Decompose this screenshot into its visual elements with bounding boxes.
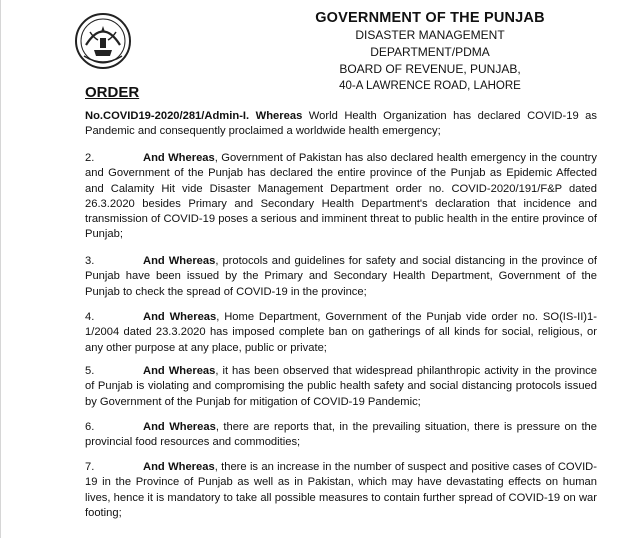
paragraph-lead: And Whereas [143, 311, 217, 323]
paragraph-3 [85, 254, 597, 300]
order-reference: No.COVID19-2020/281/Admin-I. [85, 110, 250, 122]
paragraph-4 [85, 310, 597, 356]
paragraph-6 [85, 420, 597, 451]
paragraph-text: , Government of Pakistan has also declared health emergency in the country and Government of the Punjab has declared the entire province of the Punjab as Epidemic Affected and Calamity Hit vide Disaster Management Department order no. COVID-2020/191/F&P dated 26.3.2020 besides Primary and Secondary Health Department's declaration that incidence and transmission of COVID-19 poses a serious and imminent threat to public health in the entire province of Punjab; [85, 152, 598, 241]
paragraph-lead: And Whereas [143, 461, 215, 473]
paragraph-text: , it has been observed that widespread philanthropic activity in the province of Punjab is violating and compromising the public health safety and social distancing protocols issued by Government of the Punjab for mitigation of COVID-19 Pandemic; [85, 365, 597, 408]
header-government: GOVERNMENT OF THE PUNJAB [315, 10, 545, 26]
header-address: 40-A LAWRENCE ROAD, LAHORE [339, 80, 521, 92]
intro-text: World Health Organization has declared COVID-19 as Pandemic and consequently proclaimed a worldwide health emergency; [85, 110, 597, 138]
paragraph-lead: And Whereas [143, 152, 215, 164]
paragraph-lead: And Whereas [143, 421, 216, 433]
paragraph-number: 6. [85, 421, 95, 433]
letterhead [310, 10, 550, 95]
header-board: BOARD OF REVENUE, PUNJAB, [339, 62, 521, 76]
punjab-emblem-icon [74, 12, 132, 70]
paragraph-lead: And Whereas [143, 255, 216, 267]
paragraph-number: 4. [85, 311, 95, 323]
paragraph-lead: And Whereas [143, 365, 216, 377]
page-edge [0, 0, 1, 538]
paragraph-7 [85, 460, 597, 521]
paragraph-text: , there is an increase in the number of suspect and positive cases of COVID-19 in the Province of Punjab as well as in Pakistan, which may have devastating effects on human lives, hence it is mandatory to take all possible measures to contain further spread of COVID-19 on war footing; [85, 461, 597, 519]
header-department: DISASTER MANAGEMENT DEPARTMENT/PDMA [355, 28, 505, 59]
paragraph-number: 5. [85, 365, 95, 377]
paragraph-text: , protocols and guidelines for safety and social distancing in the province of Punjab have been issued by the Primary and Secondary Health Department, Government of the Punjab to check the spread of COVID-19 in the province; [85, 255, 597, 298]
paragraph-number: 2. [85, 152, 95, 164]
intro-lead: Whereas [255, 110, 303, 122]
paragraph-number: 7. [85, 461, 95, 473]
paragraph-2 [85, 151, 597, 243]
paragraph-text: , Home Department, Government of the Punjab vide order no. SO(IS-II)1-1/2004 dated 23.3.2020 has imposed complete ban on gatherings of all kinds for social, religious, or any other purpose at any place, public or private; [85, 311, 597, 354]
paragraph-text: , there are reports that, in the prevailing situation, there is pressure on the provincial food resources and commodities; [85, 421, 597, 449]
paragraph-number: 3. [85, 255, 95, 267]
paragraph-5 [85, 364, 597, 410]
order-title: ORDER [85, 84, 140, 101]
intro-paragraph [85, 109, 597, 140]
